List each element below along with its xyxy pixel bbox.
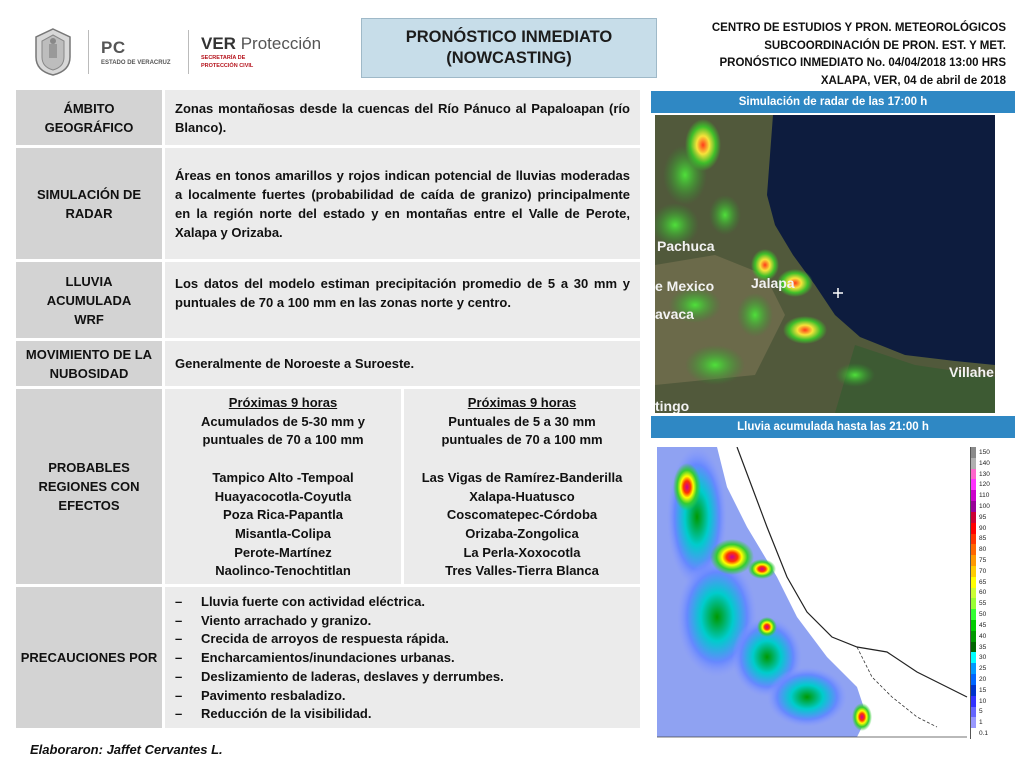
scale-label: 40: [979, 632, 987, 640]
lluvia-text: Los datos del modelo estiman precipitación promedio de 5 a 30 mm y puntuales de 70 a 100 mm en las zonas norte y centro.: [165, 262, 640, 338]
scale-label: 60: [979, 589, 987, 597]
ver-brand: VER: [201, 34, 236, 53]
scale-step: [970, 588, 997, 599]
row-movimiento: [16, 341, 640, 386]
regiones-label: PROBABLES REGIONES CON EFECTOS: [16, 389, 162, 584]
radar-label: SIMULACIÓN DE RADAR: [16, 148, 162, 259]
scale-label: 15: [979, 686, 987, 694]
right-place: Xalapa-Huatusco: [469, 488, 575, 504]
scale-step: [970, 458, 997, 469]
scale-step: [970, 566, 997, 577]
scale-step: [970, 512, 997, 523]
regiones-right-col: [404, 389, 640, 584]
scale-swatch: [970, 652, 976, 663]
scale-step: [970, 728, 997, 739]
scale-label: 1: [979, 719, 983, 727]
scale-swatch: [970, 501, 976, 512]
row-lluvia: [16, 262, 640, 338]
radar-label-jalapa: Jalapa: [751, 275, 795, 291]
scale-step: [970, 447, 997, 458]
scale-label: 150: [979, 448, 990, 456]
scale-label: 10: [979, 697, 987, 705]
scale-label: 20: [979, 675, 987, 683]
report-title-line1: PRONÓSTICO INMEDIATO: [405, 28, 613, 46]
list-item: – Deslizamiento de laderas, deslaves y derrumbes.: [175, 668, 504, 684]
scale-step: [970, 523, 997, 534]
list-item: – Viento arrachado y granizo.: [175, 612, 372, 628]
ver-sub2: PROTECCIÓN CIVIL: [201, 63, 254, 69]
scale-step: [970, 717, 997, 728]
left-place: Huayacocotla-Coyutla: [214, 488, 352, 504]
right-place: La Perla-Xoxocotla: [463, 544, 581, 560]
right-line1: Puntuales de 5 a 30 mm: [448, 413, 596, 429]
scale-label: 45: [979, 621, 987, 629]
ver-proteccion-logo: [201, 34, 321, 70]
scale-swatch: [970, 663, 976, 674]
center-info: [666, 20, 1006, 90]
scale-label: 110: [979, 492, 990, 500]
scale-label: 5: [979, 708, 983, 716]
left-place: Tampico Alto -Tempoal: [212, 469, 354, 485]
center-line1: CENTRO DE ESTUDIOS Y PRON. METEOROLÓGICOS: [711, 22, 1006, 34]
scale-swatch: [970, 717, 976, 728]
scale-swatch: [970, 566, 976, 577]
movimiento-text: Generalmente de Noroeste a Suroeste.: [165, 341, 640, 386]
ver-word: Protección: [240, 34, 322, 53]
radar-simulation-map: [655, 115, 995, 413]
precauciones-label: PRECAUCIONES POR: [16, 587, 162, 728]
scale-step: [970, 544, 997, 555]
scale-step: [970, 577, 997, 588]
scale-swatch: [970, 577, 976, 588]
report-title-box: [361, 18, 657, 78]
scale-swatch: [970, 490, 976, 501]
rain-color-scale: [970, 447, 997, 739]
precauciones-list: [175, 593, 504, 724]
scale-swatch: [970, 620, 976, 631]
scale-step: [970, 642, 997, 653]
radar-label-pachuca: Pachuca: [657, 238, 715, 254]
scale-swatch: [970, 544, 976, 555]
row-precauciones: [16, 587, 640, 728]
left-line1: Acumulados de 5-30 mm y: [201, 413, 365, 429]
list-item: – Lluvia fuerte con actividad eléctrica.: [175, 594, 425, 609]
scale-swatch: [970, 512, 976, 523]
scale-step: [970, 674, 997, 685]
scale-label: 70: [979, 567, 987, 575]
scale-label: 35: [979, 643, 987, 651]
scale-swatch: [970, 728, 976, 739]
pc-logo: [101, 38, 176, 66]
scale-label: 80: [979, 546, 987, 554]
scale-step: [970, 469, 997, 480]
scale-swatch: [970, 555, 976, 566]
scale-label: 30: [979, 654, 987, 662]
radar-panel-header: Simulación de radar de las 17:00 h: [651, 91, 1015, 113]
scale-swatch: [970, 609, 976, 620]
scale-label: 25: [979, 665, 987, 673]
left-place: Poza Rica-Papantla: [223, 507, 343, 523]
scale-label: 120: [979, 481, 990, 489]
left-line2: puntuales de 70 a 100 mm: [202, 432, 364, 448]
precauciones-content: [165, 587, 640, 728]
row-ambito: [16, 90, 640, 145]
scale-step: [970, 620, 997, 631]
rain-panel-header: Lluvia acumulada hasta las 21:00 h: [651, 416, 1015, 438]
scale-label: 100: [979, 502, 990, 510]
center-line4: XALAPA, VER, 04 de abril de 2018: [820, 74, 1006, 87]
radar-label-tingo: tingo: [655, 398, 690, 413]
forecast-table: [16, 90, 640, 731]
scale-label: 0.1: [979, 730, 989, 738]
logo-block: [30, 22, 340, 82]
row-regiones: [16, 389, 640, 584]
center-line3: PRONÓSTICO INMEDIATO No. 04/04/2018 13:00 HRS: [719, 57, 1006, 69]
scale-label: 50: [979, 611, 987, 619]
list-item: – Reducción de la visibilidad.: [175, 706, 372, 722]
scale-swatch: [970, 674, 976, 685]
pc-logo-title: PC: [101, 38, 126, 57]
scale-swatch: [970, 642, 976, 653]
scale-swatch: [970, 598, 976, 609]
lluvia-label: LLUVIA ACUMULADA WRF: [16, 262, 162, 338]
scale-swatch: [970, 447, 976, 458]
regiones-split: [165, 389, 640, 584]
ambito-label: ÁMBITO GEOGRÁFICO: [16, 90, 162, 145]
scale-swatch: [970, 479, 976, 490]
state-seal-icon: [30, 27, 76, 77]
left-place: Misantla-Colipa: [234, 525, 332, 541]
logo-separator-2: [188, 30, 189, 74]
scale-label: 95: [979, 513, 987, 521]
left-place: Naolinco-Tenochtitlan: [215, 563, 351, 579]
radar-text: Áreas en tonos amarillos y rojos indican potencial de lluvias moderadas a localmente fuertes (probabilidad de caída de granizo) principalmente en la región norte del estado y en montañas entre el Valle de Perote, Xalapa y Orizaba.: [165, 148, 640, 259]
scale-step: [970, 534, 997, 545]
scale-label: 65: [979, 578, 987, 586]
scale-swatch: [970, 685, 976, 696]
right-place: Coscomatepec-Córdoba: [446, 507, 598, 523]
scale-step: [970, 631, 997, 642]
center-line2: SUBCOORDINACIÓN DE PRON. EST. Y MET.: [764, 39, 1006, 52]
right-line2: puntuales de 70 a 100 mm: [441, 432, 603, 448]
radar-label-mexico: e Mexico: [655, 278, 715, 294]
scale-step: [970, 555, 997, 566]
footer-credits: Elaboraron: Jaffet Cervantes L.: [30, 742, 223, 757]
report-title-line2: (NOWCASTING): [446, 49, 572, 67]
right-place: Orizaba-Zongolica: [465, 525, 579, 541]
pc-logo-subtitle: ESTADO DE VERACRUZ: [101, 60, 171, 66]
scale-label: 85: [979, 535, 987, 543]
scale-swatch: [970, 458, 976, 469]
scale-label: 140: [979, 459, 990, 467]
scale-swatch: [970, 588, 976, 599]
movimiento-label: MOVIMIENTO DE LA NUBOSIDAD: [16, 341, 162, 386]
row-radar: [16, 148, 640, 259]
scale-step: [970, 707, 997, 718]
scale-step: [970, 685, 997, 696]
scale-step: [970, 696, 997, 707]
left-heading: Próximas 9 horas: [228, 395, 338, 410]
left-place: Perote-Martínez: [234, 544, 332, 560]
scale-step: [970, 609, 997, 620]
accumulated-rain-map: [657, 447, 997, 741]
scale-swatch: [970, 469, 976, 480]
radar-label-villahermosa: Villahe: [949, 364, 994, 380]
scale-swatch: [970, 523, 976, 534]
scale-swatch: [970, 534, 976, 545]
right-place: Tres Valles-Tierra Blanca: [445, 563, 599, 579]
scale-swatch: [970, 631, 976, 642]
logo-separator: [88, 30, 89, 74]
list-item: – Crecida de arroyos de respuesta rápida.: [175, 631, 449, 647]
scale-step: [970, 652, 997, 663]
scale-step: [970, 490, 997, 501]
scale-step: [970, 501, 997, 512]
scale-label: 75: [979, 557, 987, 565]
right-place: Las Vigas de Ramírez-Banderilla: [421, 469, 623, 485]
ambito-text: Zonas montañosas desde la cuencas del Río Pánuco al Papaloapan (río Blanco).: [165, 90, 640, 145]
list-item: – Pavimento resbaladizo.: [175, 687, 346, 703]
list-item: – Encharcamientos/inundaciones urbanas.: [175, 650, 455, 666]
scale-swatch: [970, 707, 976, 718]
scale-label: 90: [979, 524, 987, 532]
scale-label: 55: [979, 600, 987, 608]
right-heading: Próximas 9 horas: [467, 395, 577, 410]
scale-step: [970, 598, 997, 609]
scale-step: [970, 479, 997, 490]
regiones-left-col: [165, 389, 401, 584]
scale-label: 130: [979, 470, 990, 478]
scale-step: [970, 663, 997, 674]
ver-sub1: SECRETARÍA DE: [201, 55, 246, 61]
radar-label-cuernavaca: avaca: [655, 306, 694, 322]
scale-swatch: [970, 696, 976, 707]
